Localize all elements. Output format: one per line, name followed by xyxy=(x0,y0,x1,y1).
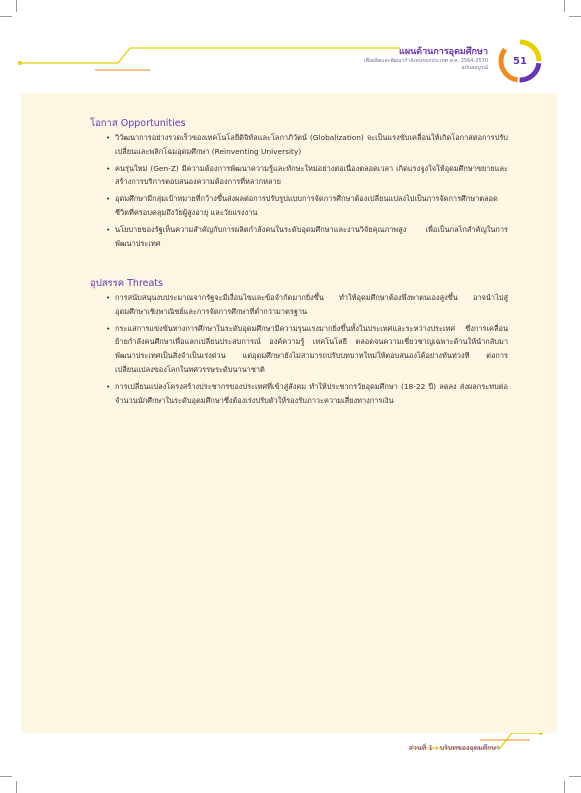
threats-list xyxy=(90,291,508,410)
header-line-dot-left xyxy=(18,61,22,65)
opportunities-title: โอกาส Opportunities xyxy=(90,118,186,129)
list-item: • อุดมศึกษามีกลุ่มเป้าหมายที่กว้างขึ้นส่งผลต่อการปรับรูปแบบการจัดการศึกษาต้องเปลี่ยนแปลงไปเป็นการจัดการศึกษาตลอดชีวิตที่ครอบคลุมถึงวัยผู้สูงอายุ และวัยแรงงาน xyxy=(106,194,498,217)
list-item-text: การสนับสนุนงบประมาณจากรัฐจะมีเงื่อนไขและข้อจำกัดมากยิ่งขึ้น ทำให้อุดมศึกษาต้องพึ่งพาตนเองสูงขึ้น อาจนำไปสู่อุดมศึกษาเชิงพาณิชย์และการจัดการศึกษาที่ต่ำกว่ามาตรฐาน xyxy=(115,293,508,316)
header-subtitle-line1: เพื่อผลิตและพัฒนากำลังคนของประเทศ พ.ศ. 2564-2570 xyxy=(363,58,488,64)
list-item: • วิวัฒนาการอย่างรวดเร็วของเทคโนโลยีดิจิทัลและโลกาภิวัตน์ (Globalization) จะเป็นแรงขับเคลื่อนให้เกิดโอกาสต่อการปรับเปลี่ยนและพลิกโฉมอุดมศึกษา (Reinventing University) xyxy=(106,133,508,156)
footer-section-label: ส่วนที่ 1 : บริบทของอุดมศึกษา xyxy=(408,744,500,752)
page-number: 51 xyxy=(513,55,527,67)
opportunities-list xyxy=(90,131,508,253)
list-item: • คนรุ่นใหม่ (Gen-Z) มีความต้องการพัฒนาความรู้และทักษะใหม่อย่างต่อเนื่องตลอดเวลา เกิดแรงจูงใจให้อุดมศึกษาขยายและสร้างการบริการตอบสนองความต้องการที่หลากหลาย xyxy=(106,163,508,187)
list-item-text: วิวัฒนาการอย่างรวดเร็วของเทคโนโลยีดิจิทัลและโลกาภิวัตน์ (Globalization) จะเป็นแรงขับเคลื่อนให้เกิดโอกาสต่อการปรับเปลี่ยนและพลิกโฉมอุดมศึกษา (Reinventing University) xyxy=(115,133,508,156)
list-item-text: กระแสการแข่งขันทางการศึกษาในระดับอุดมศึกษามีความรุนแรงมากยิ่งขึ้นทั้งในประเทศและระหว่างประเทศ ซึ่งการเคลื่อนย้ายกำลังคนศึกษาเพื่อแลกเปลี่ยนประสบการณ์ องค์ความรู้ เทคโนโลยี ตลอดจนความเชี่ยวชาญเฉพาะด้านให้นำกลับมาพัฒนาประเทศเป็นสิ่งจำเป็นเร่งด่วน แต่อุดมศึกษายังไม่สามารถปรับบทบาทใหม่ให้ตอบสนองได้อย่างทันท่วงที ต่อการเปลี่ยนแปลงของโลกในทศวรรษระดับนานาชาติ xyxy=(115,323,508,374)
list-item: • การเปลี่ยนแปลงโครงสร้างประชากรของประเทศที่เข้าสู่สังคม ทำให้ประชากรวัยอุดมศึกษา (18-22 ปี) ลดลง ส่งผลกระทบต่อจำนวนนักศึกษาในระดับอุดมศึกษาซึ่งต้องเร่งปรับตัวให้รองรับภาวะความเสี่ยงทางการเงิน xyxy=(106,381,508,405)
list-item-text: คนรุ่นใหม่ (Gen-Z) มีความต้องการพัฒนาความรู้และทักษะใหม่อย่างต่อเนื่องตลอดเวลา เกิดแรงจูงใจให้อุดมศึกษาขยายและสร้างการบริการตอบสนองความต้องการที่หลากหลาย xyxy=(115,163,508,187)
threats-title: อุปสรรค Threats xyxy=(90,278,163,289)
page-number-badge xyxy=(497,38,543,84)
list-item: • นโยบายของรัฐเห็นความสำคัญกับการผลิตกำลังคนในระดับอุดมศึกษาและงานวิจัยคุณภาพสูง เพื่อเป็นกลไกสำคัญในการพัฒนาประเทศ xyxy=(106,224,508,248)
list-item: • การสนับสนุนงบประมาณจากรัฐจะมีเงื่อนไขและข้อจำกัดมากยิ่งขึ้น ทำให้อุดมศึกษาต้องพึ่งพาตนเองสูงขึ้น อาจนำไปสู่อุดมศึกษาเชิงพาณิชย์และการจัดการศึกษาที่ต่ำกว่ามาตรฐาน xyxy=(106,293,508,316)
header-subtitle-line2: ฉบับสมบูรณ์ xyxy=(461,65,488,71)
list-item-text: นโยบายของรัฐเห็นความสำคัญกับการผลิตกำลังคนในระดับอุดมศึกษาและงานวิจัยคุณภาพสูง เพื่อเป็นกลไกสำคัญในการพัฒนาประเทศ xyxy=(115,224,508,248)
header-subtitle xyxy=(330,58,488,72)
list-item-text: อุดมศึกษามีกลุ่มเป้าหมายที่กว้างขึ้นส่งผลต่อการปรับรูปแบบการจัดการศึกษาต้องเปลี่ยนแปลงไปเป็นการจัดการศึกษาตลอดชีวิตที่ครอบคลุมถึงวัยผู้สูงอายุ และวัยแรงงาน xyxy=(115,194,498,217)
header-title: แผนด้านการอุดมศึกษา xyxy=(399,47,488,57)
list-item: • กระแสการแข่งขันทางการศึกษาในระดับอุดมศึกษามีความรุนแรงมากยิ่งขึ้นทั้งในประเทศและระหว่างประเทศ ซึ่งการเคลื่อนย้ายกำลังคนศึกษาเพื่อแลกเปลี่ยนประสบการณ์ องค์ความรู้ เทคโนโลยี ตลอดจนความเชี่ยวชาญเฉพาะด้านให้นำกลับมาพัฒนาประเทศเป็นสิ่งจำเป็นเร่งด่วน แต่อุดมศึกษายังไม่สามารถปรับบทบาทใหม่ให้ตอบสนองได้อย่างทันท่วงที ต่อการเปลี่ยนแปลงของโลกในทศวรรษระดับนานาชาติ xyxy=(106,323,508,374)
list-item-text: การเปลี่ยนแปลงโครงสร้างประชากรของประเทศที่เข้าสู่สังคม ทำให้ประชากรวัยอุดมศึกษา (18-22 ปี) ลดลง ส่งผลกระทบต่อจำนวนนักศึกษาในระดับอุดมศึกษาซึ่งต้องเร่งปรับตัวให้รองรับภาวะความเสี่ยงทางการเงิน xyxy=(115,381,508,405)
